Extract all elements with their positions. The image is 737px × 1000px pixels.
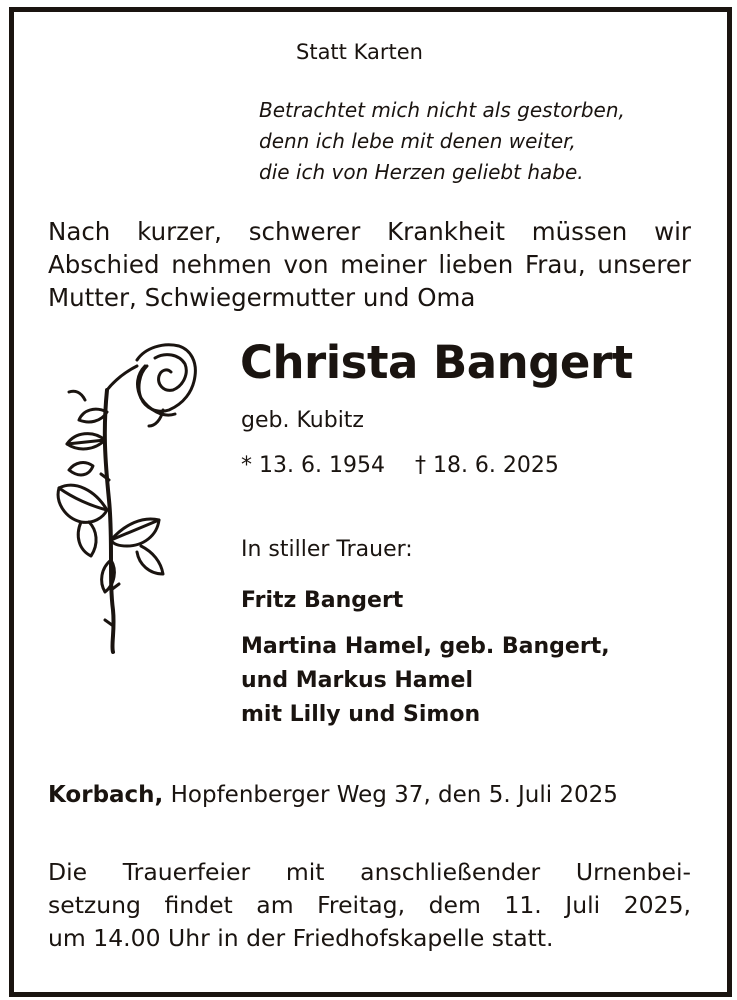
mourner-line: und Markus Hamel [241,668,474,693]
service-line: um 14.00 Uhr in der Friedhofskapelle statt. [48,924,554,952]
location-line [48,782,618,808]
intro-line: Mutter, Schwiegermutter und Oma [48,283,476,312]
location-city: Korbach, [48,782,164,808]
quote-line: die ich von Herzen geliebt habe. [259,160,584,184]
mourner-family [241,630,610,732]
birth-name: geb. Kubitz [241,408,364,433]
intro-line: Abschied nehmen von meiner lieben Frau, unserer [48,250,691,279]
statt-karten-label: Statt Karten [296,40,423,64]
intro-line: Nach kurzer, schwerer Krankheit müssen wir [48,217,691,246]
intro-text [48,215,691,314]
mourner-line: Martina Hamel, geb. Bangert, [241,634,610,659]
quote-line: denn ich lebe mit denen weiter, [259,129,576,153]
deceased-name: Christa Bangert [240,336,633,389]
rose-icon [45,340,200,655]
location-address: Hopfenberger Weg 37, den 5. Juli 2025 [163,782,618,808]
quote-line: Betrachtet mich nicht als gestorben, [259,98,625,122]
mourner-line: mit Lilly und Simon [241,702,481,727]
life-dates [241,453,559,478]
memorial-quote [259,95,729,188]
mourning-label: In stiller Trauer: [241,537,413,562]
death-date: † 18. 6. 2025 [414,453,559,478]
service-line: Die Trauerfeier mit anschließender Urnenbei- [48,858,691,886]
mourner-primary: Fritz Bangert [241,588,404,613]
service-text [48,856,691,955]
service-line: setzung findet am Freitag, dem 11. Juli 2025, [48,891,691,919]
birth-date: * 13. 6. 1954 [241,453,385,478]
